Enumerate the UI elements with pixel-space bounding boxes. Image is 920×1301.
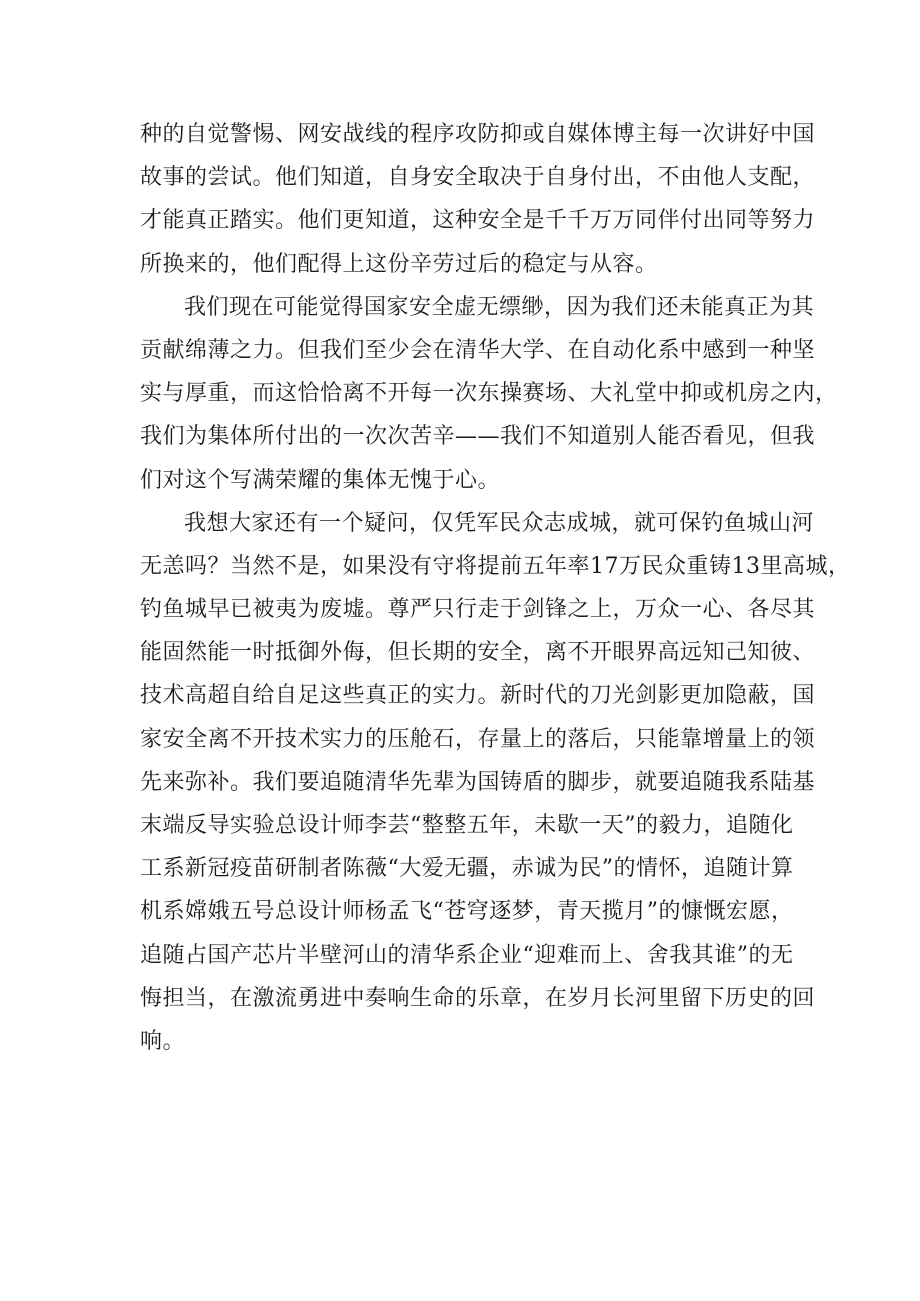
text-line: 末端反导实验总设计师李芸“整整五年，未歇一天”的毅力，追随化 bbox=[140, 813, 794, 838]
text-line: 故事的尝试。他们知道，自身安全取决于自身付出，不由他人支配， bbox=[140, 165, 816, 191]
paragraph bbox=[140, 113, 816, 286]
document-body bbox=[140, 113, 851, 1063]
text-line: 我们现在可能觉得国家安全虚无缥缈，因为我们还未能真正为其 bbox=[184, 294, 815, 320]
paragraph bbox=[140, 502, 851, 1063]
text-line: 工系新冠疫苗研制者陈薇“大爱无疆，赤诚为民”的情怀，追随计算 bbox=[140, 856, 794, 882]
text-line: 家安全离不开技术实力的压舱石，存量上的落后，只能靠增量上的领 bbox=[140, 726, 816, 752]
paragraph bbox=[140, 286, 838, 502]
text-line: 才能真正踏实。他们更知道，这种安全是千千万万同伴付出同等努力 bbox=[140, 208, 816, 234]
text-line: 种的自觉警惕、网安战线的程序攻防抑或自媒体博主每一次讲好中国 bbox=[140, 122, 816, 147]
text-line: 悔担当，在激流勇进中奏响生命的乐章，在岁月长河里留下历史的回 bbox=[140, 985, 816, 1011]
text-line: 贡献绵薄之力。但我们至少会在清华大学、在自动化系中感到一种坚 bbox=[140, 337, 816, 363]
text-line: 无恙吗？当然不是，如果没有守将提前五年率17万民众重铸13里高城， bbox=[140, 553, 851, 579]
text-line: 所换来的，他们配得上这份辛劳过后的稳定与从容。 bbox=[140, 251, 658, 277]
text-line: 追随占国产芯片半壁河山的清华系企业“迎难而上、舍我其谁”的无 bbox=[140, 942, 794, 968]
text-line: 机系嫦娥五号总设计师杨孟飞“苍穹逐梦，青天揽月”的慷慨宏愿， bbox=[140, 899, 794, 925]
text-line: 先来弥补。我们要追随清华先辈为国铸盾的脚步，就要追随我系陆基 bbox=[140, 769, 816, 795]
text-line: 能固然能一时抵御外侮，但长期的安全，离不开眼界高远知己知彼、 bbox=[140, 640, 816, 666]
text-line: 实与厚重，而这恰恰离不开每一次东操赛场、大礼堂中抑或机房之内， bbox=[140, 381, 838, 407]
text-line: 们对这个写满荣耀的集体无愧于心。 bbox=[140, 467, 501, 493]
text-line: 我想大家还有一个疑问，仅凭军民众志成城，就可保钓鱼城山河 bbox=[184, 510, 815, 536]
text-line: 响。 bbox=[140, 1028, 186, 1054]
text-line: 钓鱼城早已被夷为废墟。尊严只行走于剑锋之上，万众一心、各尽其 bbox=[140, 597, 816, 623]
text-line: 技术高超自给自足这些真正的实力。新时代的刀光剑影更加隐蔽，国 bbox=[140, 683, 816, 709]
text-line: 我们为集体所付出的一次次苦辛——我们不知道别人能否看见，但我 bbox=[140, 424, 816, 450]
